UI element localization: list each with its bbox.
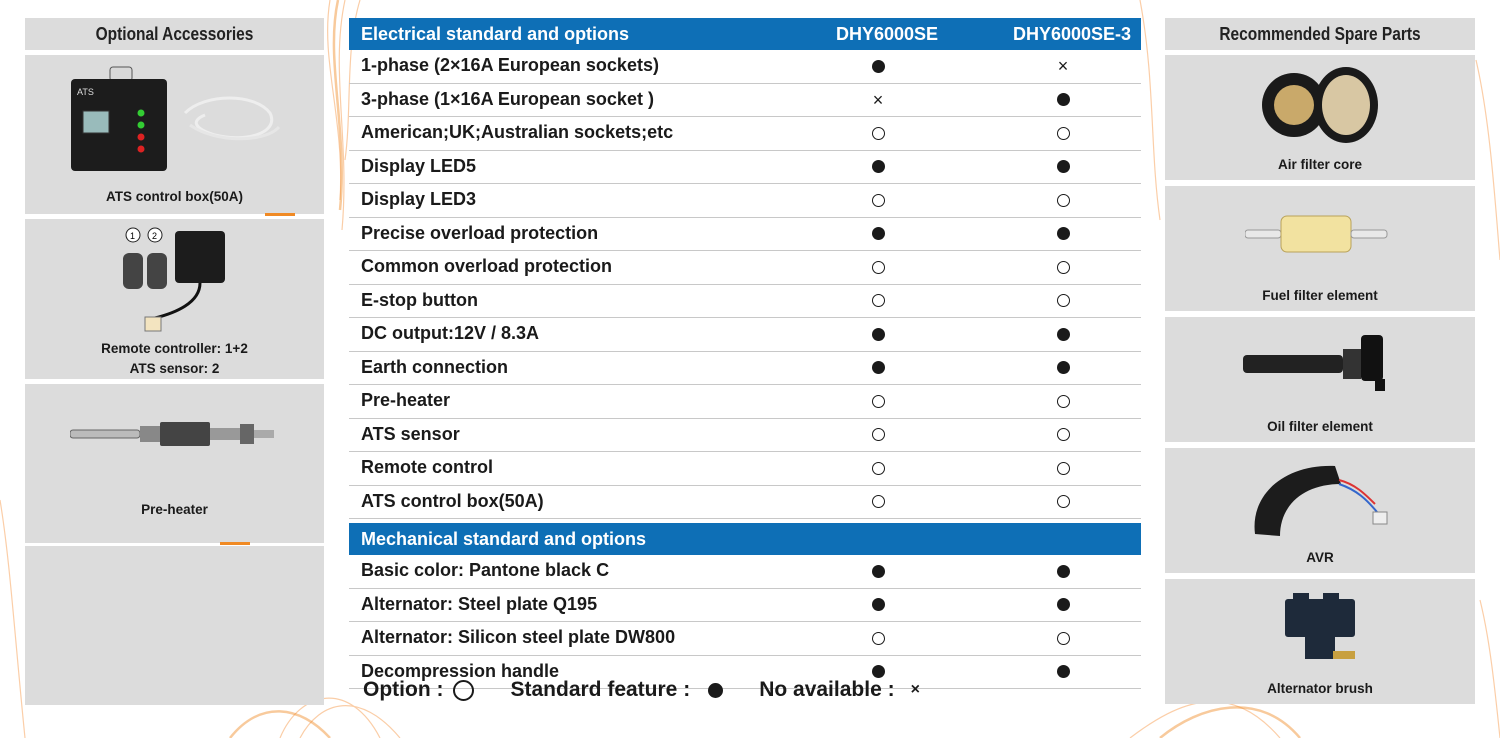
air-filter-photo <box>1260 63 1380 147</box>
spare-card-fuel-filter <box>1165 186 1475 311</box>
table-row <box>349 251 1141 285</box>
legend-option-ring-icon <box>453 680 474 701</box>
row-label: ATS control box(50A) <box>361 490 544 511</box>
accessory-card-pre-heater <box>25 384 324 543</box>
option-ring-icon <box>870 393 886 409</box>
option-ring-icon <box>870 259 886 275</box>
spec-table <box>349 18 1141 701</box>
standard-dot-icon <box>1055 664 1071 680</box>
row-label: Remote control <box>361 457 494 477</box>
spare-card-alternator-brush <box>1165 579 1475 704</box>
standard-dot-icon <box>870 58 886 74</box>
option-ring-icon <box>1055 630 1071 646</box>
table-row <box>349 50 1141 84</box>
standard-dot-icon <box>870 360 886 376</box>
option-ring-icon <box>870 192 886 208</box>
row-label: Alternator: Steel plate Q195 <box>361 593 598 614</box>
legend-standard-label: Standard feature : <box>510 678 691 701</box>
alternator-brush-photo <box>1275 589 1375 673</box>
table-row <box>349 419 1141 453</box>
ats-sensor-caption: ATS sensor: 2 <box>129 361 220 376</box>
option-ring-icon <box>1055 460 1071 476</box>
standard-dot-icon <box>1055 92 1071 108</box>
option-ring-icon <box>870 427 886 443</box>
row-label: Basic color: Pantone black C <box>361 560 610 580</box>
table-row <box>349 622 1141 656</box>
orange-accent-bar <box>220 542 250 545</box>
row-label: 1-phase (2×16A European sockets) <box>361 55 659 75</box>
standard-dot-icon <box>870 563 886 579</box>
row-label: Pre-heater <box>361 390 451 410</box>
row-label: Decompression handle <box>361 660 560 681</box>
row-label: Common overload protection <box>361 256 613 276</box>
option-ring-icon <box>1055 125 1071 141</box>
standard-dot-icon <box>870 226 886 242</box>
option-ring-icon <box>870 125 886 141</box>
not-available-cross-icon: × <box>1057 56 1069 76</box>
option-ring-icon <box>870 293 886 309</box>
optional-accessories-header <box>25 18 324 50</box>
accessory-card-remote <box>25 219 324 379</box>
standard-dot-icon <box>870 326 886 342</box>
option-ring-icon <box>1055 494 1071 510</box>
ats-control-box-caption: ATS control box(50A) <box>105 189 243 204</box>
row-label: American;UK;Australian sockets;etc <box>361 122 674 142</box>
row-label: Display LED3 <box>361 189 477 209</box>
spare-parts-title: Recommended Spare Parts <box>1187 18 1454 50</box>
row-label: Alternator: Silicon steel plate DW800 <box>361 627 676 647</box>
option-ring-icon <box>870 630 886 646</box>
option-ring-icon <box>1055 427 1071 443</box>
standard-dot-icon <box>1055 326 1071 342</box>
legend-option-label: Option : <box>363 678 444 701</box>
standard-dot-icon <box>870 597 886 613</box>
optional-accessories-title: Optional Accessories <box>46 18 303 50</box>
spare-card-avr <box>1165 448 1475 573</box>
ats-control-box-photo <box>65 63 295 173</box>
table-row <box>349 117 1141 151</box>
table-row <box>349 589 1141 623</box>
row-label: 3-phase (1×16A European socket ) <box>361 88 654 109</box>
electrical-header-row <box>349 18 1141 50</box>
pre-heater-caption: Pre-heater <box>141 502 208 517</box>
legend-standard-dot-icon <box>708 683 723 698</box>
accessory-card-ats-box <box>25 55 324 214</box>
not-available-cross-icon: × <box>872 89 884 110</box>
spare-parts-header <box>1165 18 1475 50</box>
table-row <box>349 486 1141 520</box>
spare-card-air-filter <box>1165 55 1475 180</box>
badge-1: 1 <box>130 231 136 241</box>
avr-caption: AVR <box>1306 550 1334 565</box>
table-row <box>349 285 1141 319</box>
accessory-card-empty <box>25 546 324 705</box>
fuel-filter-caption: Fuel filter element <box>1262 288 1378 303</box>
mechanical-rows <box>349 555 1141 689</box>
pre-heater-photo <box>70 418 280 452</box>
mechanical-header-title: Mechanical standard and options <box>361 529 647 549</box>
legend <box>363 678 920 702</box>
fuel-filter-photo <box>1245 210 1395 260</box>
option-ring-icon <box>1055 293 1071 309</box>
row-label: Display LED5 <box>361 155 477 176</box>
alternator-brush-caption: Alternator brush <box>1267 681 1373 696</box>
option-ring-icon <box>870 460 886 476</box>
orange-accent-bar <box>265 213 295 216</box>
table-row <box>349 555 1141 589</box>
option-ring-icon <box>1055 393 1071 409</box>
table-row <box>349 352 1141 386</box>
badge-2: 2 <box>152 231 158 241</box>
table-row <box>349 218 1141 252</box>
standard-dot-icon <box>1055 597 1071 613</box>
row-label: Earth connection <box>361 356 509 377</box>
table-row <box>349 452 1141 486</box>
table-row <box>349 318 1141 352</box>
table-row <box>349 385 1141 419</box>
remote-controller-caption-line1: Remote controller: 1+2 <box>101 341 248 356</box>
remote-controller-photo <box>115 223 245 341</box>
legend-na-label: No available : <box>759 678 895 701</box>
model-2-header: DHY6000SE-3 <box>1013 24 1132 44</box>
svg-text:ATS: ATS <box>77 87 94 97</box>
option-ring-icon <box>1055 192 1071 208</box>
mechanical-header-row <box>349 523 1141 555</box>
option-ring-icon <box>1055 259 1071 275</box>
row-label: Precise overload protection <box>361 222 599 243</box>
air-filter-caption: Air filter core <box>1277 157 1363 172</box>
spare-parts-panel <box>1165 18 1475 696</box>
model-1-header: DHY6000SE <box>836 24 939 44</box>
row-label: DC output:12V / 8.3A <box>361 323 540 343</box>
standard-dot-icon <box>1055 226 1071 242</box>
table-row <box>349 151 1141 185</box>
standard-dot-icon <box>1055 563 1071 579</box>
standard-dot-icon <box>1055 360 1071 376</box>
optional-accessories-panel <box>25 18 324 517</box>
oil-filter-photo <box>1243 335 1398 395</box>
avr-photo <box>1245 454 1405 544</box>
table-row <box>349 84 1141 118</box>
electrical-header-title: Electrical standard and options <box>361 24 630 44</box>
electrical-rows <box>349 50 1141 519</box>
spare-card-oil-filter <box>1165 317 1475 442</box>
legend-na-cross-icon: × <box>910 681 920 698</box>
standard-dot-icon <box>1055 159 1071 175</box>
table-row <box>349 184 1141 218</box>
row-label: E-stop button <box>361 289 478 310</box>
standard-dot-icon <box>870 159 886 175</box>
row-label: ATS sensor <box>361 423 460 444</box>
oil-filter-caption: Oil filter element <box>1267 419 1373 434</box>
option-ring-icon <box>870 494 886 510</box>
